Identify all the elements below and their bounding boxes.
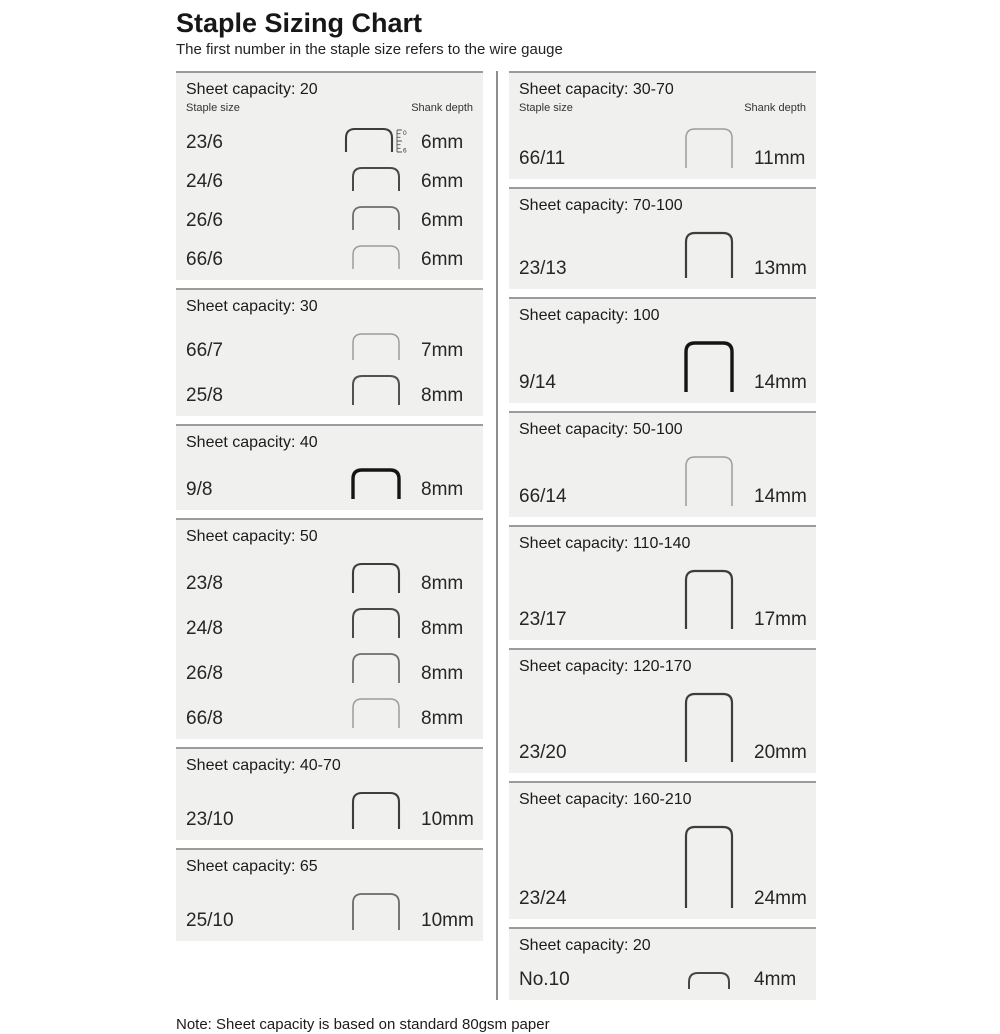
capacity-section <box>509 71 816 179</box>
depth-ruler-icon <box>396 129 410 153</box>
staple-rows <box>519 442 806 507</box>
shank-depth-header: Shank depth <box>744 102 806 114</box>
staple-rows <box>186 319 473 406</box>
footer-note: Note: Sheet capacity is based on standard 80gsm paper <box>176 1016 550 1033</box>
sheet-capacity-label: Sheet capacity: 20 <box>519 937 651 954</box>
staple-size-value: 23/20 <box>519 742 567 763</box>
staple-shape-icon <box>350 561 402 594</box>
capacity-section <box>509 781 816 919</box>
capacity-section <box>509 927 816 1000</box>
staple-size-value: 66/6 <box>186 249 223 270</box>
staple-row <box>519 230 806 279</box>
sheet-capacity-label: Sheet capacity: 30 <box>186 298 318 315</box>
staple-icon-area <box>336 651 416 684</box>
staple-size-value: 23/17 <box>519 609 567 630</box>
page-subtitle: The first number in the staple size refers to the wire gauge <box>176 41 563 58</box>
staple-row <box>519 568 806 630</box>
staple-icon-area <box>669 230 749 279</box>
staple-shape-icon <box>350 204 402 231</box>
staple-size-value: 23/6 <box>186 132 223 153</box>
staple-size-header: Staple size <box>186 102 240 114</box>
sheet-capacity-label: Sheet capacity: 160-210 <box>519 791 692 808</box>
shank-depth-value: 6mm <box>421 249 464 270</box>
staple-icon-area <box>336 561 416 594</box>
staple-icon-area <box>669 340 749 393</box>
sheet-capacity-label: Sheet capacity: 50-100 <box>519 421 683 438</box>
staple-size-value: 66/7 <box>186 340 223 361</box>
staple-rows <box>186 879 473 931</box>
staple-row <box>186 606 473 639</box>
staple-shape-icon <box>683 691 735 763</box>
shank-depth-value: 10mm <box>421 910 474 931</box>
staple-rows <box>519 218 806 279</box>
sheet-capacity-label: Sheet capacity: 40-70 <box>186 757 341 774</box>
staple-shape-icon <box>350 790 402 830</box>
capacity-section <box>176 71 483 280</box>
staple-icon-area <box>669 970 749 990</box>
staple-icon-area <box>336 243 416 270</box>
staple-shape-icon <box>350 331 402 361</box>
staple-row <box>186 165 473 192</box>
staple-icon-area <box>669 126 749 169</box>
capacity-section <box>176 288 483 416</box>
staple-icon-area <box>336 891 416 931</box>
staple-icon-area <box>669 691 749 763</box>
staple-shape-icon <box>350 373 402 406</box>
shank-depth-value: 8mm <box>421 479 464 500</box>
staple-icon-area <box>669 454 749 507</box>
staple-icon-area <box>336 331 416 361</box>
capacity-section <box>176 518 483 739</box>
staple-size-value: 23/13 <box>519 258 567 279</box>
staple-size-value: 23/24 <box>519 888 567 909</box>
left-column <box>176 71 483 1000</box>
staple-rows <box>519 328 806 393</box>
shank-depth-value: 8mm <box>421 708 464 729</box>
staple-icon-area <box>669 568 749 630</box>
staple-shape-icon <box>686 970 732 990</box>
staple-row <box>519 691 806 763</box>
shank-depth-header: Shank depth <box>411 102 473 114</box>
sheet-capacity-label: Sheet capacity: 40 <box>186 434 318 451</box>
right-column <box>509 71 816 1000</box>
staple-rows <box>519 679 806 763</box>
staple-row <box>186 891 473 931</box>
staple-shape-icon <box>683 126 735 169</box>
shank-depth-value: 4mm <box>754 969 797 990</box>
staple-shape-icon <box>350 606 402 639</box>
shank-depth-value: 17mm <box>754 609 807 630</box>
chart-body <box>176 71 824 1000</box>
staple-rows <box>519 556 806 630</box>
shank-depth-value: 6mm <box>421 210 464 231</box>
staple-row <box>186 331 473 361</box>
staple-rows <box>519 114 806 169</box>
staple-size-value: 26/6 <box>186 210 223 231</box>
staple-size-value: 24/6 <box>186 171 223 192</box>
staple-row <box>186 561 473 594</box>
staple-icon-area <box>336 790 416 830</box>
ruler-number: 6 <box>402 147 407 153</box>
column-divider <box>496 71 498 1000</box>
staple-shape-icon <box>350 891 402 931</box>
shank-depth-value: 8mm <box>421 663 464 684</box>
capacity-section <box>176 424 483 510</box>
staple-shape-icon <box>683 340 735 393</box>
staple-row <box>186 373 473 406</box>
shank-depth-value: 20mm <box>754 742 807 763</box>
sheet-capacity-label: Sheet capacity: 70-100 <box>519 197 683 214</box>
staple-size-value: 25/10 <box>186 910 234 931</box>
capacity-section <box>509 648 816 773</box>
shank-depth-value: 11mm <box>754 148 806 169</box>
staple-size-value: No.10 <box>519 969 570 990</box>
shank-depth-value: 7mm <box>421 340 464 361</box>
staple-icon-area <box>336 204 416 231</box>
shank-depth-value: 6mm <box>421 132 464 153</box>
staple-size-value: 66/14 <box>519 486 567 507</box>
staple-shape-icon <box>350 467 402 500</box>
staple-size-value: 9/8 <box>186 479 213 500</box>
shank-depth-value: 14mm <box>754 372 807 393</box>
staple-rows <box>519 958 806 990</box>
staple-shape-icon <box>350 165 402 192</box>
column-headers <box>519 102 806 114</box>
sheet-capacity-label: Sheet capacity: 20 <box>186 81 318 98</box>
staple-row <box>519 340 806 393</box>
staple-shape-icon <box>350 696 402 729</box>
shank-depth-value: 14mm <box>754 486 807 507</box>
shank-depth-value: 13mm <box>754 258 807 279</box>
shank-depth-value: 24mm <box>754 888 807 909</box>
staple-row <box>186 204 473 231</box>
sheet-capacity-label: Sheet capacity: 100 <box>519 307 660 324</box>
column-headers <box>186 102 473 114</box>
staple-icon-area <box>336 126 416 153</box>
staple-icon-area <box>336 606 416 639</box>
page-title: Staple Sizing Chart <box>176 8 423 38</box>
staple-shape-icon <box>683 568 735 630</box>
staple-icon-area <box>336 467 416 500</box>
staple-size-value: 23/8 <box>186 573 223 594</box>
shank-depth-value: 6mm <box>421 171 464 192</box>
staple-shape-icon <box>350 651 402 684</box>
staple-row <box>186 790 473 830</box>
capacity-section <box>176 747 483 840</box>
staple-shape-icon <box>683 230 735 279</box>
staple-rows <box>186 455 473 500</box>
shank-depth-value: 8mm <box>421 618 464 639</box>
staple-size-value: 66/8 <box>186 708 223 729</box>
staple-row <box>519 126 806 169</box>
staple-icon-area <box>336 373 416 406</box>
staple-row <box>519 454 806 507</box>
staple-row <box>519 970 806 990</box>
staple-size-value: 25/8 <box>186 385 223 406</box>
staple-shape-icon <box>683 824 735 909</box>
shank-depth-value: 10mm <box>421 809 474 830</box>
staple-icon-area <box>669 824 749 909</box>
staple-rows <box>186 778 473 830</box>
sheet-capacity-label: Sheet capacity: 110-140 <box>519 535 691 552</box>
staple-rows <box>186 114 473 270</box>
staple-size-value: 66/11 <box>519 148 566 169</box>
staple-row <box>519 824 806 909</box>
shank-depth-value: 8mm <box>421 385 464 406</box>
capacity-section <box>176 848 483 941</box>
staple-icon-area <box>336 165 416 192</box>
staple-size-value: 9/14 <box>519 372 556 393</box>
staple-row <box>186 126 473 153</box>
staple-shape-icon <box>683 454 735 507</box>
capacity-section <box>509 525 816 640</box>
sheet-capacity-label: Sheet capacity: 30-70 <box>519 81 674 98</box>
staple-size-value: 23/10 <box>186 809 234 830</box>
capacity-section <box>509 411 816 517</box>
staple-size-value: 26/8 <box>186 663 223 684</box>
staple-shape-icon <box>343 126 395 153</box>
staple-rows <box>519 812 806 909</box>
staple-size-value: 24/8 <box>186 618 223 639</box>
shank-depth-value: 8mm <box>421 573 464 594</box>
staple-row <box>186 467 473 500</box>
sheet-capacity-label: Sheet capacity: 65 <box>186 858 318 875</box>
staple-size-header: Staple size <box>519 102 573 114</box>
sheet-capacity-label: Sheet capacity: 120-170 <box>519 658 692 675</box>
ruler-number: 0 <box>402 130 407 137</box>
sheet-capacity-label: Sheet capacity: 50 <box>186 528 318 545</box>
staple-icon-area <box>336 696 416 729</box>
staple-rows <box>186 549 473 729</box>
staple-shape-icon <box>350 243 402 270</box>
staple-row <box>186 243 473 270</box>
staple-row <box>186 696 473 729</box>
capacity-section <box>509 187 816 289</box>
staple-row <box>186 651 473 684</box>
capacity-section <box>509 297 816 403</box>
